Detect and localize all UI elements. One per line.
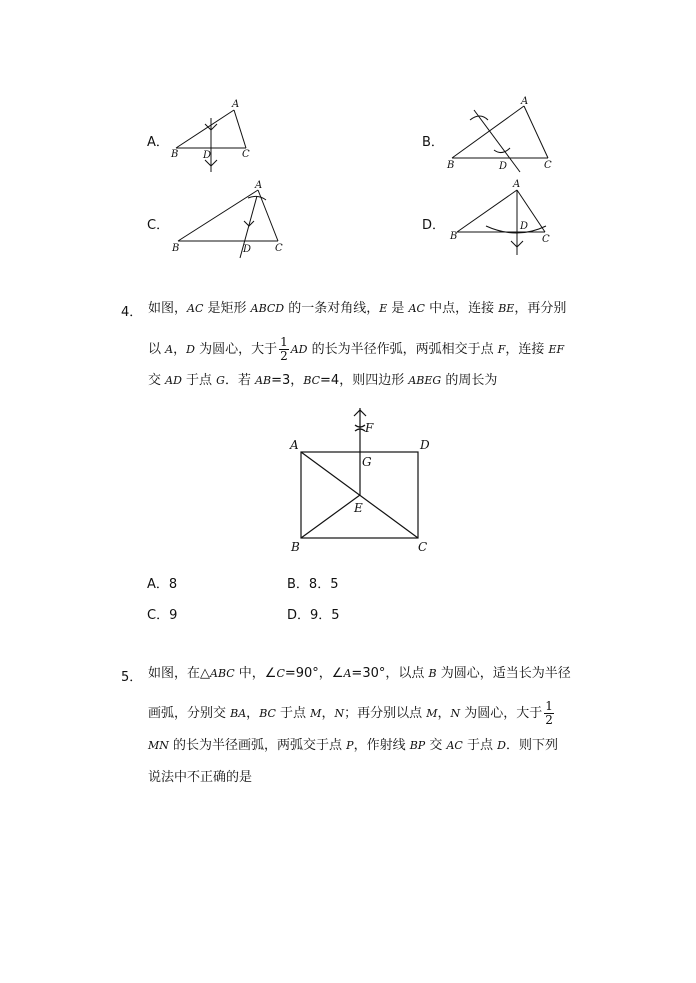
q4-option-d[interactable]: D．9．5: [287, 608, 340, 623]
q3b-pt-a: A: [521, 96, 529, 107]
q3c-pt-d: D: [243, 244, 252, 255]
q3a-pt-b: B: [171, 149, 179, 160]
q3c-pt-a: A: [255, 180, 263, 191]
q4-option-b[interactable]: B．8．5: [287, 577, 339, 592]
q3b-pt-b: B: [447, 160, 455, 171]
q4-line-1: 如图，AC 是矩形 ABCD 的一条对角线，E 是 AC 中点，连接 BE，再分别: [148, 301, 567, 316]
q3a-pt-d: D: [203, 150, 212, 161]
q3c-pt-b: B: [172, 243, 180, 254]
q4-option-c[interactable]: C．9: [147, 608, 178, 623]
q4-pt-e: E: [354, 501, 363, 515]
q3-option-c-label[interactable]: C．: [147, 218, 170, 233]
q4-line-3: 交 AD 于点 G．若 AB=3，BC=4，则四边形 ABEG 的周长为: [148, 373, 498, 388]
q3c-pt-c: C: [275, 243, 283, 254]
q5-line-3: MN 的长为半径画弧，两弧交于点 P，作射线 BP 交 AC 于点 D．则下列: [148, 738, 558, 753]
q4-fraction: $\frac{1}{2}$: [280, 335, 288, 363]
q3b-pt-d: D: [499, 161, 508, 172]
q4-option-a[interactable]: A．8: [147, 577, 178, 592]
q3-option-d-label[interactable]: D．: [422, 218, 446, 233]
q4-pt-g: G: [362, 455, 372, 469]
q5-line-2: 画弧，分别交 BA，BC 于点 M，N；再分别以点 M，N 为圆心，大于 $\frac{1}{2}$: [148, 699, 553, 727]
q3d-pt-c: C: [542, 234, 550, 245]
q3d-pt-d: D: [520, 221, 529, 232]
q4-pt-d: D: [420, 438, 430, 452]
q4-number: 4．: [121, 305, 143, 320]
q3d-pt-a: A: [513, 179, 521, 190]
q3d-pt-b: B: [450, 231, 458, 242]
q5-line-4: 说法中不正确的是: [148, 770, 253, 785]
q3-option-b-label[interactable]: B．: [422, 135, 444, 150]
q3a-pt-c: C: [242, 149, 250, 160]
q4-pt-c: C: [418, 540, 428, 554]
q4-pt-b: B: [291, 540, 300, 554]
q3-option-a-label[interactable]: A．: [147, 135, 169, 150]
q3b-pt-c: C: [544, 160, 552, 171]
q5-fraction: $\frac{1}{2}$: [545, 699, 553, 727]
q5-number: 5．: [121, 670, 143, 685]
q4-pt-a: A: [290, 438, 299, 452]
q4-pt-f: F: [365, 421, 374, 435]
q4-line-2: 以 A，D 为圆心，大于 $\frac{1}{2}$ AD 的长为半径作弧，两弧相交于点 F，连接 EF: [148, 335, 565, 363]
q5-line-1: 如图，在△ABC 中，∠C=90°，∠A=30°，以点 B 为圆心，适当长为半径: [148, 666, 571, 681]
q3a-pt-a: A: [232, 99, 240, 110]
